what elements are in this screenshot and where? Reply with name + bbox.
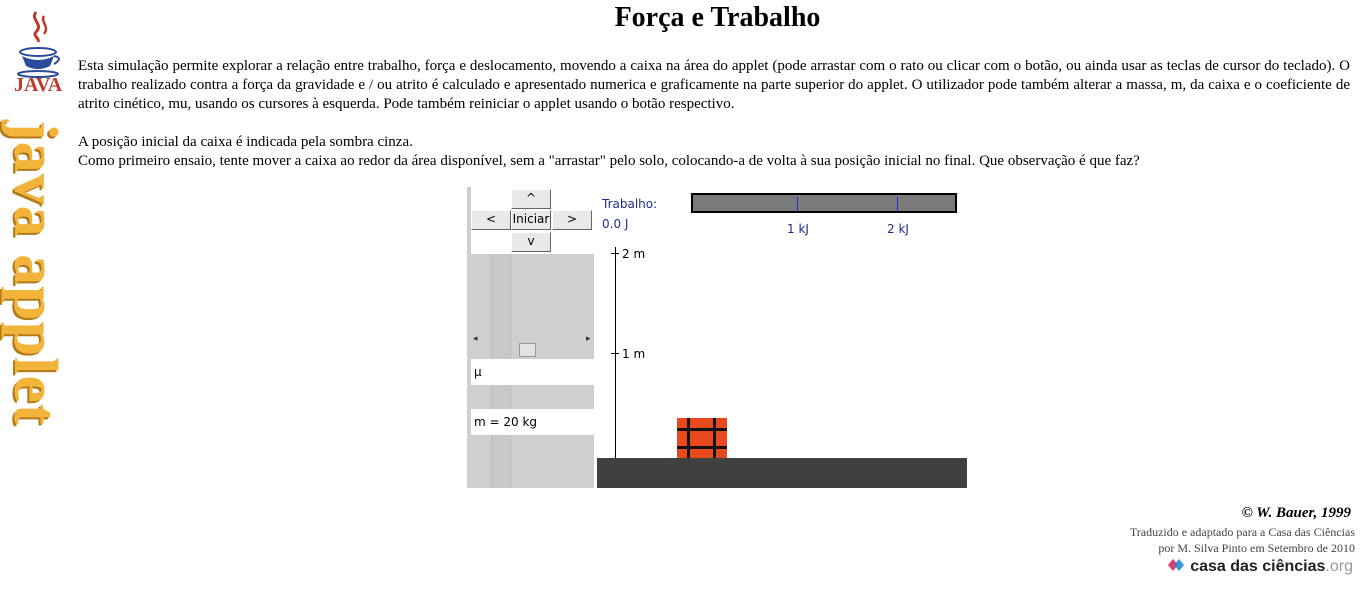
casa-logo-icon <box>1166 557 1186 573</box>
work-bar <box>691 193 957 213</box>
mu-label: μ <box>471 359 594 385</box>
crate-box[interactable] <box>677 418 727 458</box>
tick-1kj-label: 1 kJ <box>787 222 809 236</box>
height-label-1m: 1 m <box>622 347 646 361</box>
mu-slider-thumb[interactable] <box>519 343 536 357</box>
mu-slider-left-arrow-icon[interactable]: ◂ <box>473 334 478 344</box>
tick-2kj-mark <box>897 197 898 211</box>
move-up-button[interactable]: ^ <box>511 189 551 209</box>
mu-slider[interactable] <box>471 330 594 356</box>
tick-1kj-mark <box>797 197 798 211</box>
simulation-area[interactable] <box>597 187 967 488</box>
first-test-prompt: Como primeiro ensaio, tente mover a caixa ao redor da área disponível, sem a "arrastar" pelo solo, colocando-a de volta à sua posição inicial no final. Que observação é que faz? <box>78 153 1140 169</box>
banner-text: java applet <box>1 120 69 426</box>
casa-das-ciencias-logo[interactable] <box>1166 557 1353 576</box>
java-logo-text: JAVA <box>14 74 63 96</box>
move-right-button[interactable]: > <box>552 210 592 230</box>
move-left-button[interactable]: < <box>471 210 511 230</box>
page-title: Força e Trabalho <box>614 2 821 33</box>
height-label-2m: 2 m <box>622 247 646 261</box>
height-tick-2m <box>611 253 619 254</box>
control-panel <box>467 187 594 488</box>
height-tick-1m <box>611 353 619 354</box>
credit-line-2: por M. Silva Pinto em Setembro de 2010 <box>1158 541 1355 555</box>
work-value: 0.0 J <box>602 217 629 231</box>
credit-line-1: Traduzido e adaptado para a Casa das Ciências <box>1129 525 1355 539</box>
intro-paragraph: Esta simulação permite explorar a relação entre trabalho, força e deslocamento, movendo a caixa na área do applet (pode arrastar com o rato ou clicar com o botão, ou ainda usar as teclas de cursor do teclado). O trabalho realizado contra a força da gravidade e / ou atrito é calculado e apresentado numerica e graficamente na parte superior do applet. O utilizador pode também alterar a massa, m, da caixa e o coeficiente de atrito cinético, mu, usando os cursores à esquerda. Pode também reiniciar o applet usando o botão respectivo. <box>78 58 1350 112</box>
casa-logo-suffix: .org <box>1325 558 1353 575</box>
start-button[interactable]: Iniciar <box>511 210 551 230</box>
ground <box>597 458 967 488</box>
mu-slider-right-arrow-icon[interactable]: ▸ <box>586 334 591 344</box>
mass-label: m = 20 kg <box>471 409 594 435</box>
casa-logo-text: casa das ciências <box>1190 558 1326 575</box>
initial-position-note: A posição inicial da caixa é indicada pela sombra cinza. <box>78 134 413 150</box>
copyright: © W. Bauer, 1999 <box>1241 505 1351 521</box>
move-down-button[interactable]: v <box>511 232 551 252</box>
force-work-applet[interactable] <box>467 187 967 488</box>
tick-2kj-label: 2 kJ <box>887 222 909 236</box>
work-label: Trabalho: <box>602 197 658 211</box>
